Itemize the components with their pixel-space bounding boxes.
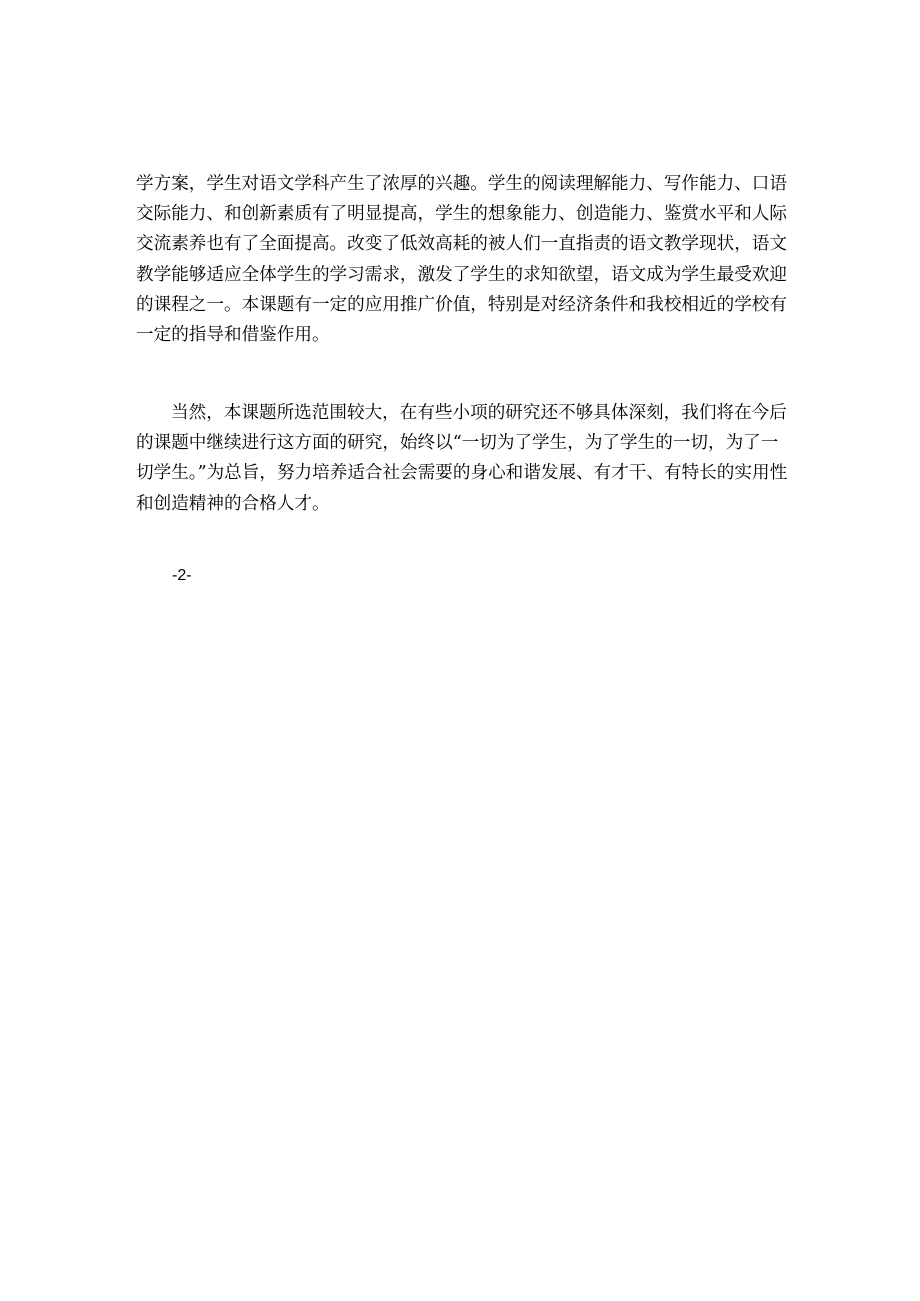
body-paragraph-limitations: 当然，本课题所选范围较大，在有些小项的研究还不够具体深刻，我们将在今后的课题中继续进行这方面的研究，始终以“一切为了学生，为了学生的一切，为了一切学生。”为总旨，努力培养适合社会需要的身心和谐发展、有才干、有特长的实用性和创造精神的合格人才。 — [136, 403, 788, 514]
body-paragraph-conclusion: 学方案，学生对语文学科产生了浓厚的兴趣。学生的阅读理解能力、写作能力、口语交际能力、和创新素质有了明显提高，学生的想象能力、创造能力、鉴赏水平和人际交流素养也有了全面提高。改变了低效高耗的被人们一直指责的语文教学现状，语文教学能够适应全体学生的学习需求，激发了学生的求知欲望，语文成为学生最受欢迎的课程之一。本课题有一定的应用推广价值，特别是对经济条件和我校相近的学校有一定的指导和借鉴作用。 — [136, 174, 787, 346]
page-number: -2- — [172, 567, 192, 584]
